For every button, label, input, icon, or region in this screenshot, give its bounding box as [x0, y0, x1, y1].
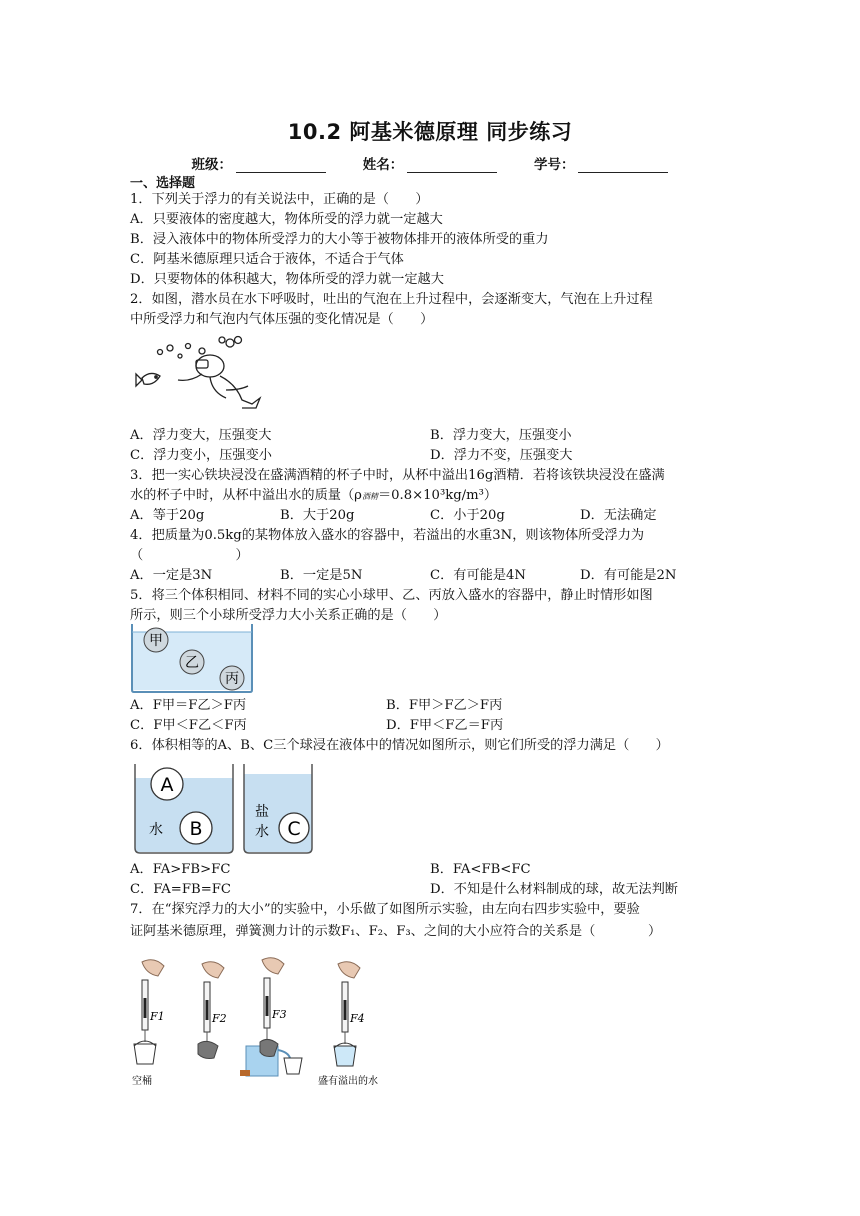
spring-scale-experiment-figure — [128, 954, 428, 1088]
q2-stem-line2: 中所受浮力和气泡内气体压强的变化情况是（ ） — [130, 312, 434, 327]
q5-stem-line2: 所示，则三个小球所受浮力大小关系正确的是（ ） — [130, 608, 447, 623]
q5-stem-line1: 5．将三个体积相同、材料不同的实心小球甲、乙、丙放入盛水的容器中，静止时情形如图 — [130, 588, 653, 603]
q1-option-b: B．浸入液体中的物体所受浮力的大小等于被物体排开的液体所受的重力 — [130, 232, 549, 247]
class-blank[interactable] — [236, 158, 326, 173]
q2-stem-line1: 2．如图，潜水员在水下呼吸时，吐出的气泡在上升过程中，会逐渐变大，气泡在上升过程 — [130, 292, 653, 307]
student-id-label: 学号： — [533, 157, 575, 173]
q6-option-d: D．不知是什么材料制成的球，故无法判断 — [430, 882, 678, 897]
q4-option-a: A．一定是3N — [130, 568, 213, 583]
q3-option-a: A．等于20g — [130, 508, 205, 523]
overflow-water-caption: 盛有溢出的水 — [318, 1076, 378, 1087]
name-label: 姓名： — [362, 157, 404, 173]
q6-stem: 6．体积相等的A、B、C三个球浸在液体中的情况如图所示，则它们所受的浮力满足（ ） — [130, 738, 669, 753]
q5-option-b: B．F甲＞F乙＞F丙 — [386, 698, 503, 713]
q1-option-a: A．只要液体的密度越大，物体所受的浮力就一定越大 — [130, 212, 443, 227]
three-balls-container-figure — [130, 624, 256, 694]
empty-bucket-caption: 空桶 — [132, 1076, 152, 1087]
ball-yi-label: 乙 — [185, 655, 199, 671]
q4-option-c: C．有可能是4N — [430, 568, 526, 583]
q6-option-b: B．FA<FB<FC — [430, 862, 531, 877]
q3-stem-line1: 3．把一实心铁块浸没在盛满酒精的杯子中时，从杯中溢出16g酒精．若将该铁块浸没在盛满 — [130, 468, 665, 483]
salt-water-label-1: 盐 — [255, 804, 269, 820]
q3-density-value: ＝0.8×10³kg/m³） — [377, 488, 498, 503]
diver-figure — [130, 334, 270, 418]
q4-option-d: D．有可能是2N — [580, 568, 677, 583]
section-heading: 一、选择题 — [130, 176, 196, 191]
q3-option-c: C．小于20g — [430, 508, 505, 523]
q6-option-c: C．FA=FB=FC — [130, 882, 231, 897]
q2-option-d: D．浮力不变，压强变大 — [430, 448, 573, 463]
water-label: 水 — [149, 822, 163, 838]
q4-stem-line1: 4．把质量为0.5kg的某物体放入盛水的容器中，若溢出的水重3N，则该物体所受浮力为 — [130, 528, 645, 543]
page-title: 10.2 阿基米德原理 同步练习 — [287, 120, 573, 144]
q2-option-c: C．浮力变小，压强变小 — [130, 448, 272, 463]
ball-bing-label: 丙 — [225, 671, 239, 687]
q3-option-b: B．大于20g — [280, 508, 355, 523]
q5-option-d: D．F甲＜F乙＝F丙 — [386, 718, 504, 733]
q1-stem: 1．下列关于浮力的有关说法中，正确的是（ ） — [130, 192, 429, 207]
ball-a-label: A — [160, 774, 174, 796]
q3-option-d: D．无法确定 — [580, 508, 657, 523]
q3-density-subscript: 酒精 — [361, 492, 378, 501]
q7-stem-line2: 证阿基米德原理，弹簧测力计的示数F₁、F₂、F₃、之间的大小应符合的关系是（ ） — [130, 924, 662, 939]
q2-option-b: B．浮力变大，压强变小 — [430, 428, 572, 443]
ball-c-label: C — [287, 818, 301, 840]
f3-label: F3 — [272, 1008, 287, 1021]
f1-label: F1 — [150, 1010, 165, 1023]
student-info-row — [0, 153, 860, 173]
f2-label: F2 — [212, 1012, 227, 1025]
class-field — [192, 153, 327, 173]
abc-balls-figure — [132, 760, 316, 856]
ball-b-label: B — [189, 818, 203, 840]
q3-stem-text: 水的杯子中时，从杯中溢出水的质量（ρ — [130, 488, 362, 503]
q7-stem-line1: 7．在“探究浮力的大小”的实验中，小乐做了如图所示实验，由左向右四步实验中，要验 — [130, 902, 640, 917]
q4-option-b: B．一定是5N — [280, 568, 363, 583]
name-field — [363, 153, 498, 173]
q1-option-d: D．只要物体的体积越大，物体所受的浮力就一定越大 — [130, 272, 444, 287]
f4-label: F4 — [350, 1012, 365, 1025]
student-id-field — [534, 153, 669, 173]
q3-stem-line2 — [130, 486, 497, 507]
q5-option-a: A．F甲＝F乙＞F丙 — [130, 698, 247, 713]
q1-option-c: C．阿基米德原理只适合于液体，不适合于气体 — [130, 252, 404, 267]
student-id-blank[interactable] — [578, 158, 668, 173]
ball-jia-label: 甲 — [149, 633, 163, 649]
name-blank[interactable] — [407, 158, 497, 173]
salt-water-label-2: 水 — [255, 824, 269, 840]
q2-option-a: A．浮力变大，压强变大 — [130, 428, 272, 443]
q4-stem-line2: （ ） — [130, 548, 249, 563]
q6-option-a: A．FA>FB>FC — [130, 862, 231, 877]
q5-option-c: C．F甲＜F乙＜F丙 — [130, 718, 247, 733]
class-label: 班级： — [191, 157, 233, 173]
